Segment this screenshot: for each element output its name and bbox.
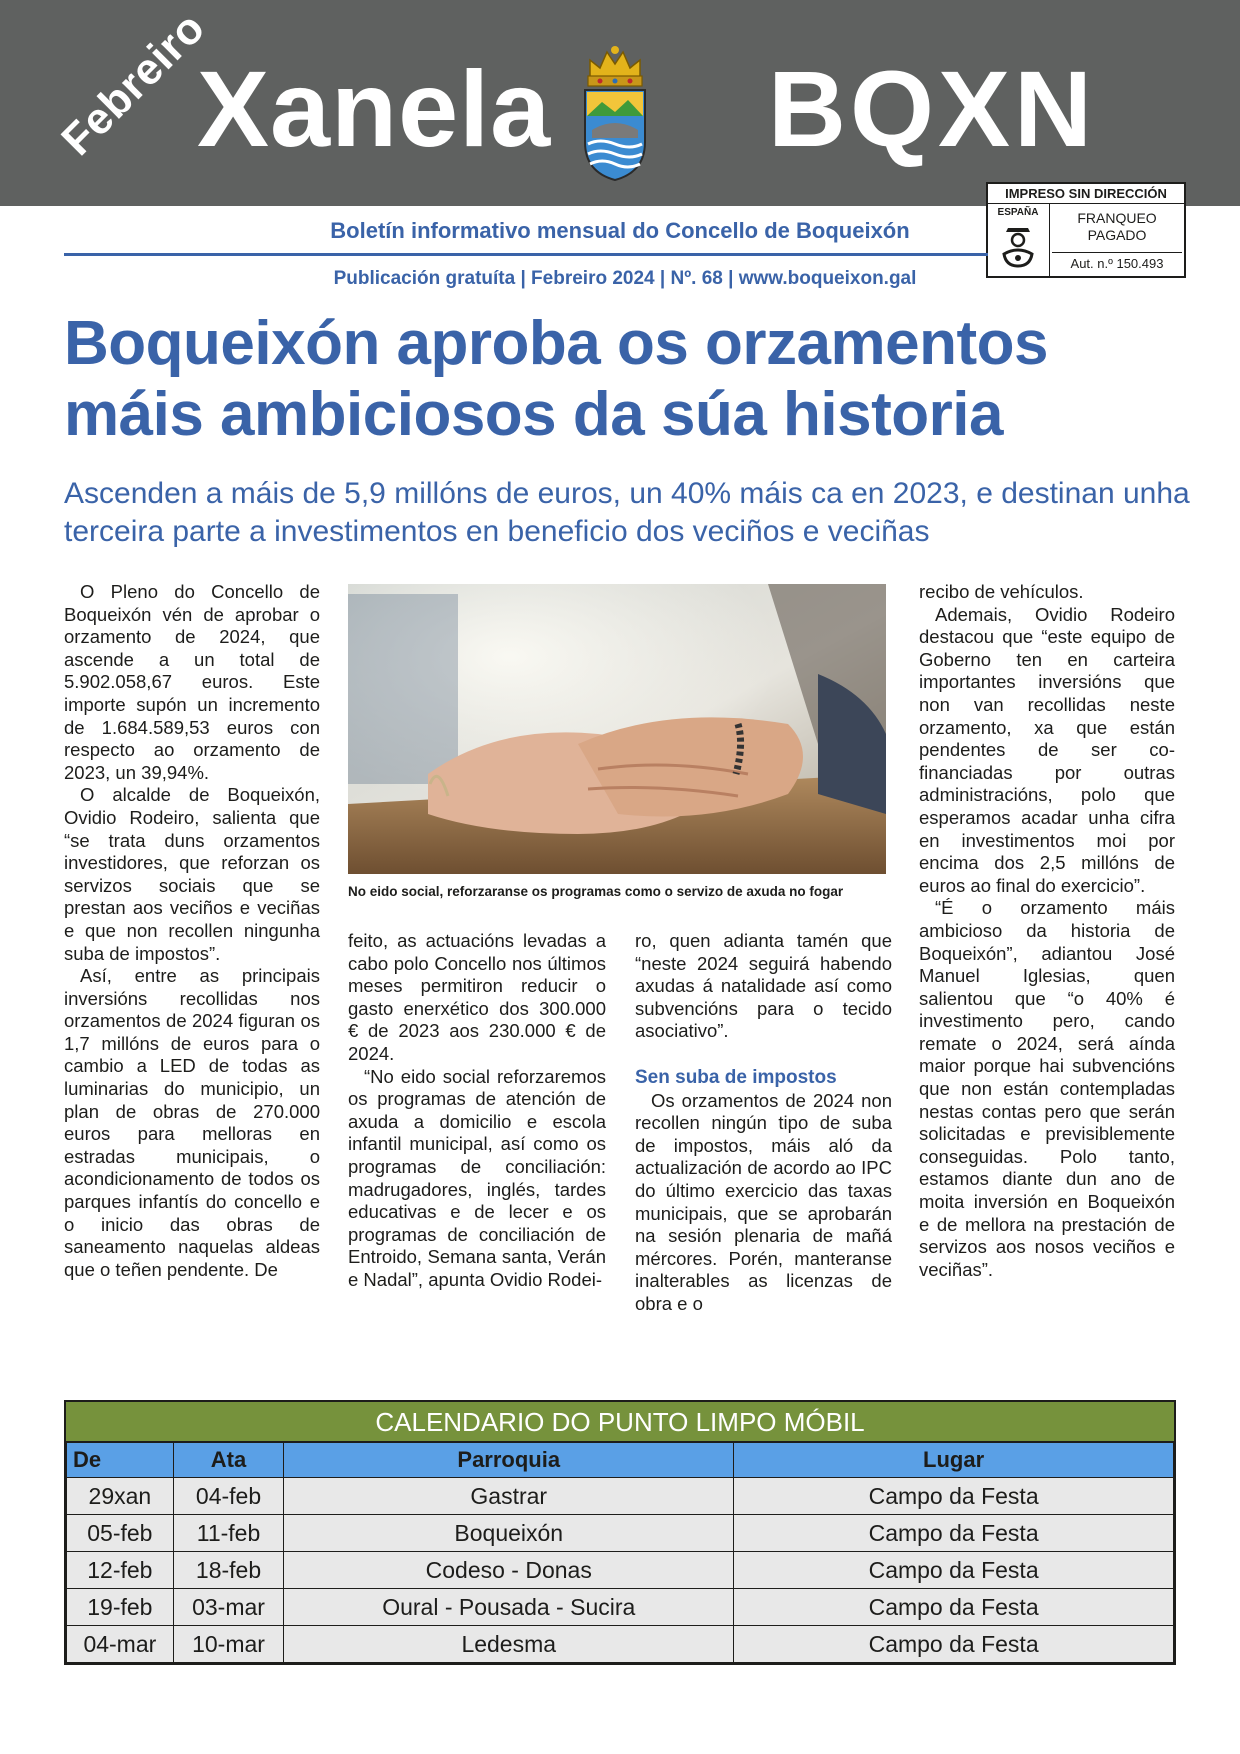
cell-place: Campo da Festa (734, 1478, 1174, 1515)
issue-month: Febreiro (52, 3, 215, 166)
paragraph: Así, entre as principais inversións recollidas nos orzamentos de 2024 figuran os 1,7 millóns de euros para o cambio a LED de todas as luminarias do municipio, un plan de obras de 270.000 euros para melloras en estradas municipais, o acondicionamento de todos os parques infantís do concello e o inicio das obras de saneamento naquelas aldeas que o teñen pendente. De (64, 965, 320, 1280)
cell-to: 18-feb (173, 1552, 284, 1589)
headline-line-1: Boqueixón aproba os orzamentos (64, 309, 1049, 378)
table-row (67, 1515, 1174, 1552)
cell-to: 10-mar (173, 1626, 284, 1663)
paragraph: Os orzamentos de 2024 non recollen ningún tipo de suba de impostos, máis aló da actualización de acordo ao IPC do último exercicio das taxas municipais, que se aprobarán na sesión plenaria de mañá mércores. Porén, manteranse inalterables as licenzas de obra e o (635, 1089, 892, 1314)
cell-parish: Gastrar (284, 1478, 734, 1515)
stamp-line-1: FRANQUEO (1077, 210, 1157, 226)
table-row (67, 1478, 1174, 1515)
headline-line-2: máis ambiciosos da súa historia (64, 380, 1003, 449)
cell-from: 05-feb (67, 1515, 174, 1552)
article-column-4 (919, 581, 1175, 1281)
stamp-authorization: Aut. n.º 150.493 (1052, 252, 1182, 271)
stamp-heading: IMPRESO SIN DIRECCIÓN (988, 184, 1184, 204)
cell-place: Campo da Festa (734, 1552, 1174, 1589)
cell-to: 11-feb (173, 1515, 284, 1552)
cell-from: 19-feb (67, 1589, 174, 1626)
cell-parish: Codeso - Donas (284, 1552, 734, 1589)
recycling-calendar (64, 1400, 1176, 1665)
cell-from: 12-feb (67, 1552, 174, 1589)
holding-hands-photo (348, 584, 886, 874)
paragraph: O Pleno do Concello de Boqueixón vén de aprobar o orzamento de 2024, que ascende a un total de 5.902.058,67 euros. Este importe supón un incremento de 1.684.589,53 euros con respecto ao orzamento de 2023, un 39,94%. (64, 581, 320, 783)
postage-paid-stamp (986, 182, 1186, 278)
stamp-line-2: PAGADO (1087, 227, 1147, 243)
column-header-parish: Parroquia (284, 1443, 734, 1478)
article-column-2 (348, 930, 606, 1292)
cell-place: Campo da Festa (734, 1589, 1174, 1626)
cell-to: 03-mar (173, 1589, 284, 1626)
table-row (67, 1552, 1174, 1589)
masthead-title-left: Xanela (197, 48, 552, 169)
paragraph: ro, quen adianta tamén que “neste 2024 seguirá habendo axudas á natalidade así como subvencións para o tecido asociativo”. (635, 930, 892, 1042)
bulletin-description: Boletín informativo mensual do Concello de Boqueixón (330, 218, 910, 243)
cell-parish: Boqueixón (284, 1515, 734, 1552)
paragraph: O alcalde de Boqueixón, Ovidio Rodeiro, salienta que “se trata duns orzamentos investidores, que reforzan os servizos sociais que se prestan aos veciños e veciñas e que non recollen ningunha suba de impostos”. (64, 784, 320, 964)
article-headline (64, 308, 1194, 450)
section-subheading: Sen suba de impostos (635, 1066, 837, 1088)
municipal-crest-icon (580, 38, 650, 184)
article-deck: Ascenden a máis de 5,9 millóns de euros, un 40% máis ca en 2023, e destinan unha terceira parte a investimentos en beneficio dos veciños e veciñas (64, 477, 1190, 548)
stamp-country: ESPAÑA (997, 207, 1039, 218)
stamp-correos-panel (988, 204, 1050, 276)
cell-parish: Ledesma (284, 1626, 734, 1663)
paragraph: “No eido social reforzaremos os programas de atención de axuda a domicilio e escola infantil municipal, así como os programas de conciliación: madrugadores, inglés, tardes educativas e de lecer e os programas de conciliación de Entroido, Semana santa, Verán e Nadal”, apunta Ovidio Rodei- (348, 1065, 606, 1290)
paragraph: recibo de vehículos. (919, 581, 1084, 602)
article-photo (348, 584, 886, 874)
paragraph: “É o orzamento máis ambicioso da historia de Boqueixón”, adiantou José Manuel Iglesias, quen salientou que “o 40% é investimento pero, cando remate o 2024, será aínda maior porque hai subvencións que non están contempladas nestas contas pero que serán solicitadas e previsiblemente conseguidas. Polo tanto, estamos diante dun ano de moita inversión en Boqueixón e de mellora na prestación de servizos aos nosos veciños e veciñas”. (919, 897, 1175, 1280)
cell-place: Campo da Festa (734, 1515, 1174, 1552)
cell-to: 04-feb (173, 1478, 284, 1515)
header-divider (64, 253, 988, 256)
cell-from: 04-mar (67, 1626, 174, 1663)
post-horn-icon (1000, 224, 1036, 270)
cell-parish: Oural - Pousada - Sucira (284, 1589, 734, 1626)
paragraph: Ademais, Ovidio Rodeiro destacou que “este equipo de Goberno ten en carteira importantes inversións que non van recollidas neste orzamento, xa que están pendentes de ser co-financiadas por outras administracións, polo que esperamos acadar unha cifra en investimentos moi por encima dos 2,5 millóns de euros ao final do exercicio”. (919, 603, 1175, 896)
stamp-franqueo (1052, 210, 1182, 244)
cell-place: Campo da Festa (734, 1626, 1174, 1663)
photo-caption: No eido social, reforzaranse os programas como o servizo de axuda no fogar (348, 884, 844, 899)
table-row (67, 1589, 1174, 1626)
calendar-table (66, 1442, 1174, 1663)
article-column-1 (64, 581, 320, 1281)
masthead (0, 0, 1240, 206)
cell-from: 29xan (67, 1478, 174, 1515)
calendar-title: CALENDARIO DO PUNTO LIMPO MÓBIL (66, 1402, 1174, 1442)
masthead-title-right: BQXN (768, 48, 1097, 169)
column-header-from: De (67, 1443, 174, 1478)
column-header-to: Ata (173, 1443, 284, 1478)
table-row (67, 1626, 1174, 1663)
column-header-place: Lugar (734, 1443, 1174, 1478)
table-header-row (67, 1443, 1174, 1478)
paragraph: feito, as actuacións levadas a cabo polo Concello nos últimos meses permitiron reducir o gasto enerxético dos 300.000 € de 2023 aos 230.000 € de 2024. (348, 930, 606, 1064)
article-column-3 (635, 930, 892, 1316)
publication-info: Publicación gratuíta | Febreiro 2024 | Nº. 68 | www.boqueixon.gal (333, 268, 917, 289)
